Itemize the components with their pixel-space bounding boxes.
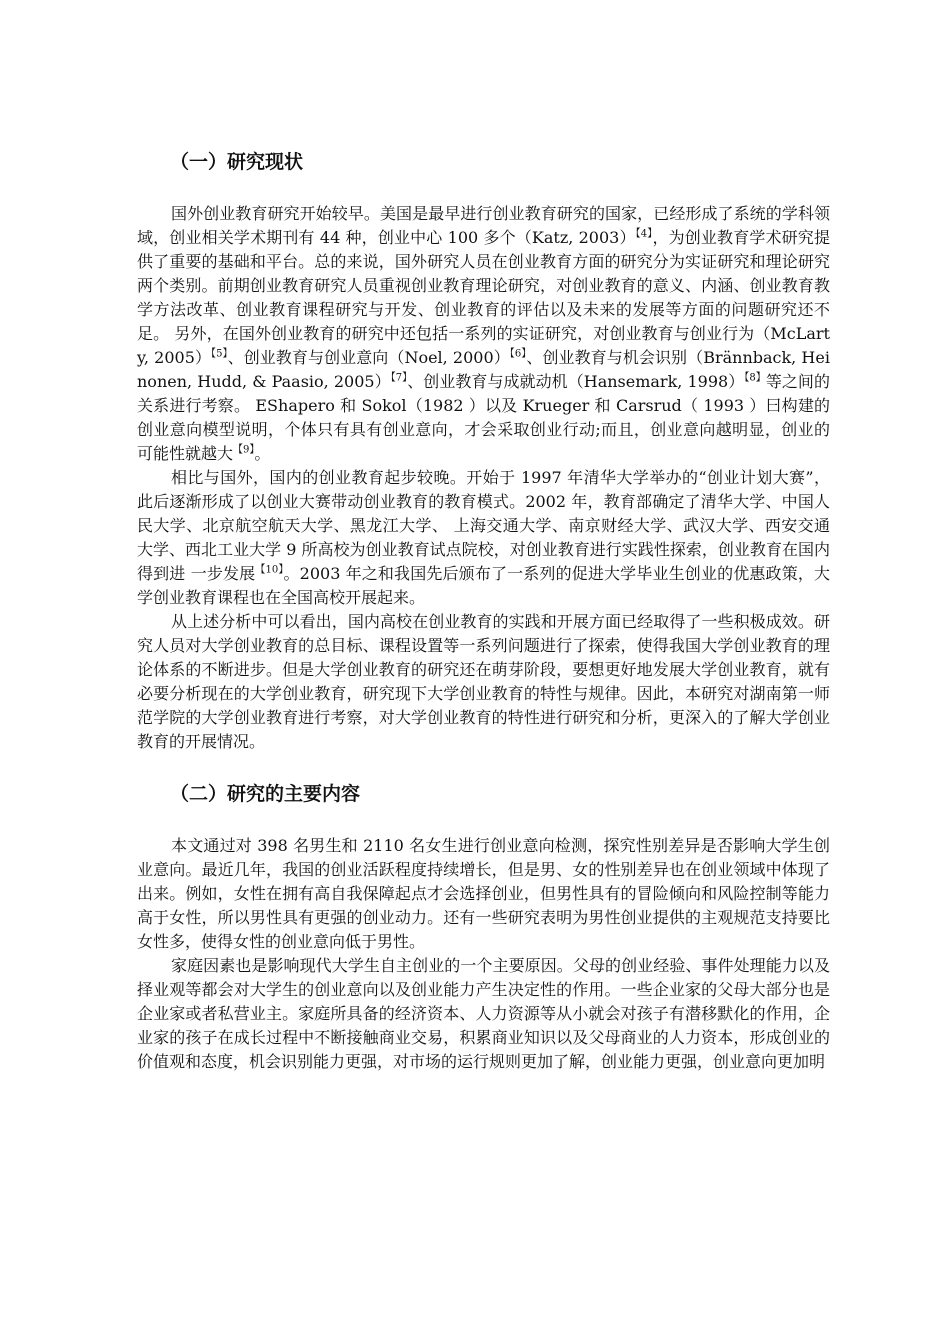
text-run: 相比与国外，国内的创业教育起步较晚。开始于 1997 年清华大学举办的“创业计划大赛”，此后逐渐形成了以创业大赛带动创业教育的教育模式。2002 年，教育部确定了清华大学、中国人民大学、北京航空航天大学、黑龙江大学、 上海交通大学、南京财经大学、武汉大学、西安交通大学、西北工业大学 9 所高校为创业教育试点院校，对创业教育进行实践性探索，创业教育在国内得到进 一步发展 bbox=[137, 468, 830, 583]
citation-ref-8: 【8】 bbox=[744, 372, 766, 384]
paragraph-domestic-research bbox=[137, 466, 830, 610]
citation-ref-9: 【9】 bbox=[233, 444, 255, 456]
text-run: 、创业教育与成就动机（Hansemark, 1998） bbox=[407, 372, 745, 391]
section-heading-main-content: （二）研究的主要内容 bbox=[170, 783, 361, 805]
text-run: 。2003 年之和我国先后颁布了一系列的促进大学毕业生创业的优惠政策，大学创业教育课程也在全国高校开展起来。 bbox=[137, 564, 830, 607]
paragraph-gender-difference: 本文通过对 398 名男生和 2110 名女生进行创业意向检测，探究性别差异是否影响大学生创业意向。最近几年，我国的创业活跃程度持续增长，但是男、女的性别差异也在创业领域中体现了出来。例如，女性在拥有高自我保障起点才会选择创业，但男性具有的冒险倾向和风险控制等能力高于女性，所以男性具有更强的创业动力。还有一些研究表明为男性创业提供的主观规范支持要比女性多，使得女性的创业意向低于男性。 bbox=[137, 836, 830, 951]
citation-ref-5: 【5】 bbox=[211, 348, 228, 360]
text-run: 国外创业教育研究开始较早。美国是最早进行创业教育研究的国家，已经形成了系统的学科领域，创业相关学术期刊有 44 种，创业中心 100 多个（Katz, 2003） bbox=[137, 204, 830, 247]
text-run: ，为创业教育学术研究提供了重要的基础和平台。总的来说，国外研究人员在创业教育方面的研究分为实证研究和理论研究两个类别。前期创业教育研究人员重视创业教育理论研究，对创业教育的意义、内涵、创业教育教学方法改革、创业教育课程研究与开发、创业教育的评估以及未来的发展等方面的问题研究还不足。 另外，在国外创业教育的研究中还包括一系列的实证研究，对创业教育与创业行为（McLarty, 2005） bbox=[137, 228, 830, 367]
text-run: 、创业教育与机会识别（Brännback, Heinonen, Hudd, & Paasio, 2005） bbox=[137, 348, 830, 391]
document-page bbox=[137, 140, 830, 1074]
section-heading-research-status: （一）研究现状 bbox=[170, 151, 304, 173]
paragraph-foreign-research bbox=[137, 202, 830, 466]
citation-ref-6: 【6】 bbox=[509, 348, 527, 360]
citation-ref-4: 【4】 bbox=[635, 228, 653, 240]
text-run: 。 bbox=[254, 444, 271, 463]
paragraph-analysis-summary: 从上述分析中可以看出，国内高校在创业教育的实践和开展方面已经取得了一些积极成效。研究人员对大学创业教育的总目标、课程设置等一系列问题进行了探索，使得我国大学创业教育的理论体系的不断进步。但是大学创业教育的研究还在萌芽阶段，要想更好地发展大学创业教育，就有必要分析现在的大学创业教育，研究现下大学创业教育的特性与规律。因此，本研究对湖南第一师范学院的大学创业教育进行考察，对大学创业教育的特性进行研究和分析，更深入的了解大学创业教育的开展情况。 bbox=[137, 612, 830, 751]
text-run: 等之间的关系进行考察。 EShapero 和 Sokol（1982 ）以及 Krueger 和 Carsrud（ 1993 ）曰构建的创业意向模型说明，个体只有具有创业意向，才会采取创业行动;而且，创业意向越明显，创业的可能性就越大 bbox=[137, 372, 830, 463]
text-run: 、创业教育与创业意向（Noel, 2000） bbox=[227, 348, 510, 367]
citation-ref-7: 【7】 bbox=[390, 372, 408, 384]
citation-ref-10: 【10】 bbox=[255, 564, 284, 576]
paragraph-family-factors: 家庭因素也是影响现代大学生自主创业的一个主要原因。父母的创业经验、事件处理能力以及择业观等都会对大学生的创业意向以及创业能力产生决定性的作用。一些企业家的父母大部分也是企业家或者私营业主。家庭所具备的经济资本、人力资源等从小就会对孩子有潜移默化的作用，企业家的孩子在成长过程中不断接触商业交易，积累商业知识以及父母商业的人力资本，形成创业的价值观和态度，机会识别能力更强，对市场的运行规则更加了解，创业能力更强，创业意向更加明 bbox=[137, 956, 830, 1071]
